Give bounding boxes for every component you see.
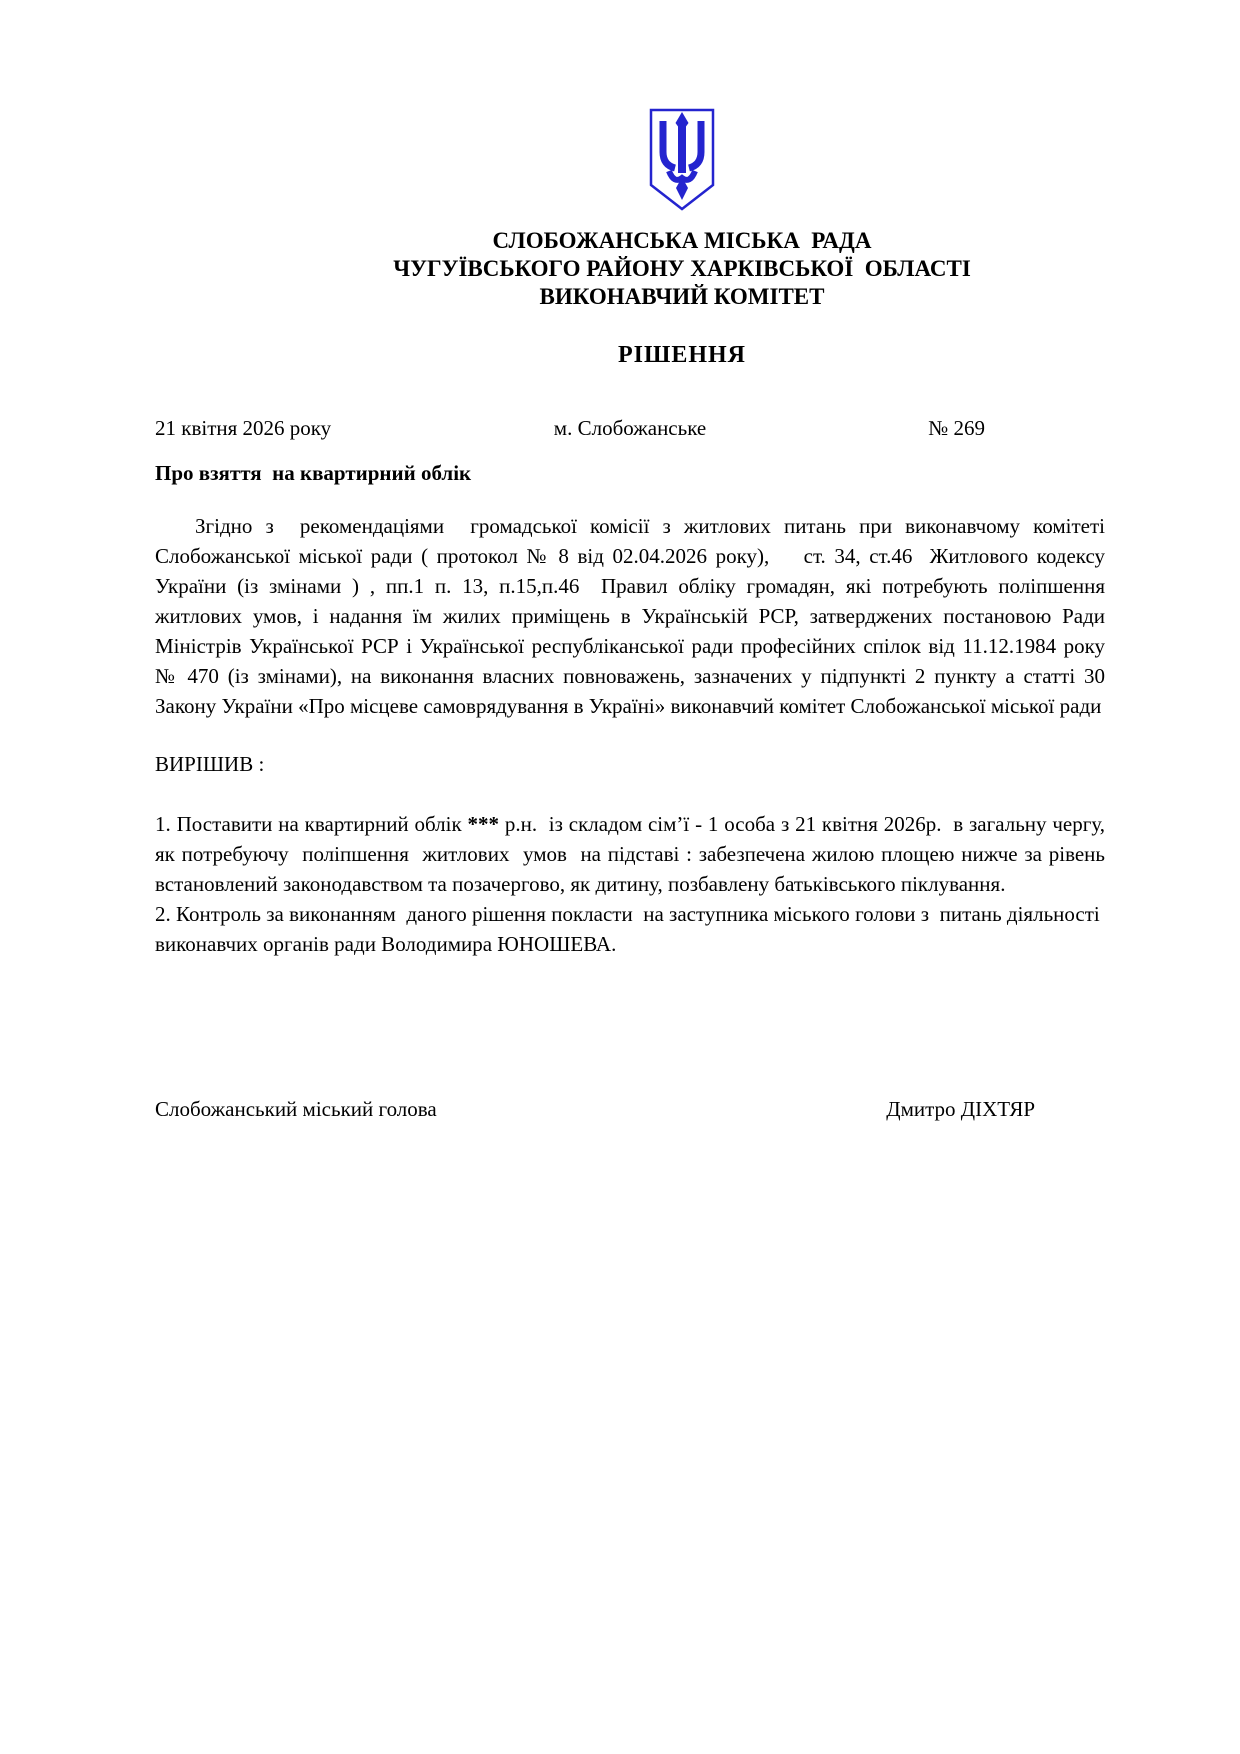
document-place: м. Слобожанське — [553, 416, 707, 440]
signature-row — [155, 1094, 1105, 1124]
resolved-label: ВИРІШИВ : — [155, 752, 265, 776]
preamble-paragraph: Згідно з рекомендаціями громадської комісії з житлових питань при виконавчому комітеті Слобожанської міської ради ( протокол № 8 від 02.04.2026 року), ст. 34, ст.46 Житлового кодексу України (із змінами ) , пп.1 п. 13, п.15,п.46 Правил обліку громадян, які потребують поліпшення житлових умов, і надання їм жилих приміщень в Українській РСР, затверджених постановою Ради Міністрів Української РСР і Української республіканської ради професійних спілок від 11.12.1984 року № 470 (із змінами), на виконання власних повноважень, зазначених у підпункті 2 пункту а статті 30 Закону України «Про місцеве самоврядування в Україні» виконавчий комітет Слобожанської міської ради — [155, 514, 1111, 718]
document-number: № 269 — [928, 416, 985, 440]
decision-item-1 — [155, 809, 1111, 899]
trident-emblem-icon — [648, 107, 716, 213]
signatory-position: Слобожанський міський голова — [155, 1097, 437, 1121]
document-meta-row — [155, 413, 1105, 443]
item-1-text-suffix: р.н. із складом сім’ї - 1 особа з 21 квітня 2026р. в загальну чергу, як потребуючу поліпшення житлових умов на підставі : забезпечена жилою площею нижче за рівень встановлений законодавством та позачергово, як дитину, позбавлену батьківського піклування. — [155, 812, 1111, 896]
decision-items — [155, 809, 1111, 959]
issuing-authority — [207, 227, 1157, 311]
authority-region: ЧУГУЇВСЬКОГО РАЙОНУ ХАРКІВСЬКОЇ ОБЛАСТІ — [393, 256, 971, 281]
item-1-redacted-value: *** — [467, 812, 500, 836]
document-date: 21 квітня 2026 року — [155, 416, 332, 440]
authority-name: СЛОБОЖАНСЬКА МІСЬКА РАДА — [492, 228, 872, 253]
document-subject: Про взяття на квартирний облік — [155, 461, 472, 485]
decision-item-2: 2. Контроль за виконанням даного рішення покласти на заступника міського голови з питань діяльності виконавчих органів ради Володимира ЮНОШЕВА. — [155, 902, 1111, 956]
document-header — [207, 107, 1157, 369]
item-1-text-prefix: 1. Поставити на квартирний облік — [155, 812, 468, 836]
authority-body: ВИКОНАВЧИЙ КОМІТЕТ — [539, 284, 825, 309]
signatory-name: Дмитро ДІХТЯР — [886, 1097, 1035, 1121]
document-type-title: РІШЕННЯ — [617, 342, 747, 368]
